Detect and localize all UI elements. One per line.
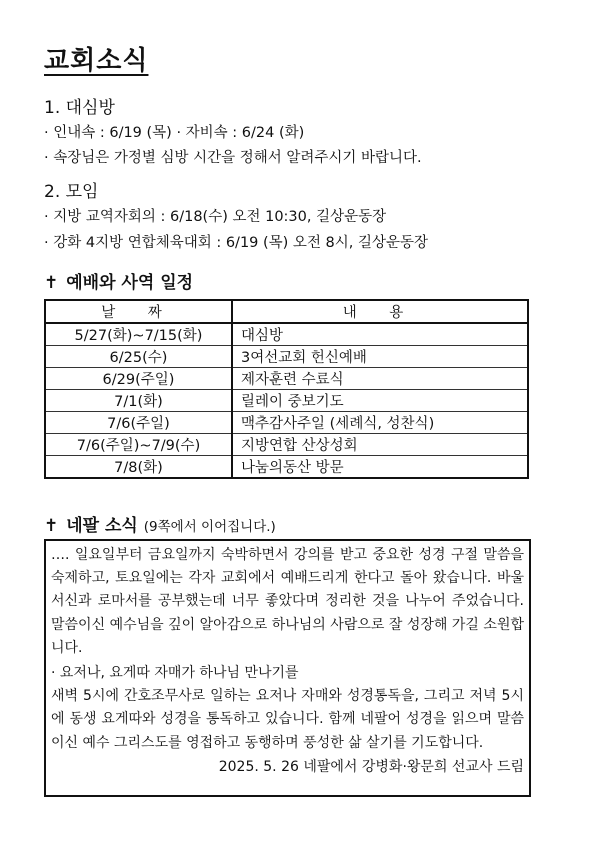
nepal-news-heading	[44, 511, 276, 536]
row-date: 7/6(주일)	[45, 412, 232, 434]
table-row	[45, 346, 528, 368]
row-content: 나눔의동산 방문	[232, 456, 528, 479]
news-paragraph-2: 새벽 5시에 간호조무사로 일하는 요저나 자매와 성경통독을, 그리고 저녁 5시에 동생 요게따와 성경을 통독하고 있습니다. 함께 네팔어 성경을 읽으며 말씀이신 예수 그리스도를 영접하고 동행하며 풍성한 삶 살기를 기도합니다.	[51, 688, 524, 751]
section-heading-visitation: 1. 대심방	[44, 98, 115, 118]
row-date: 7/1(화)	[45, 390, 232, 412]
row-date: 5/27(화)~7/15(화)	[45, 323, 232, 346]
news-paragraph-1: …. 일요일부터 금요일까지 숙박하면서 강의를 받고 중요한 성경 구절 말씀을 숙제하고, 토요일에는 각자 교회에서 예배드리게 한다고 돌아 왔습니다. 바울 서신과 로마서를 공부했는데 너무 좋았다며 정리한 것을 나누어 주었습니다. 말씀이신 예수님을 깊이 알아감으로 하나님의 사람으로 잘 성장해 가길 소원합니다.	[51, 547, 524, 656]
meeting-line-2: · 강화 4지방 연합체육대회 : 6/19 (목) 오전 8시, 길상운동장	[44, 235, 429, 251]
table-row	[45, 368, 528, 390]
column-header-date: 날 짜	[45, 300, 232, 323]
table-row	[45, 323, 528, 346]
meeting-line-1: · 지방 교역자회의 : 6/18(수) 오전 10:30, 길상운동장	[44, 209, 387, 225]
row-content: 지방연합 산상성회	[232, 434, 528, 456]
section-heading-meetings: 2. 모임	[44, 182, 99, 202]
schedule-heading	[44, 268, 193, 293]
continued-note: (9쪽에서 이어집니다.)	[143, 519, 276, 535]
row-date: 6/29(주일)	[45, 368, 232, 390]
row-date: 7/8(화)	[45, 456, 232, 479]
visitation-notice-line: · 속장님은 가정별 심방 시간을 정해서 알려주시기 바랍니다.	[44, 150, 422, 166]
news-subheading: · 요저나, 요게따 자매가 하나님 만나기를	[51, 665, 299, 682]
row-content: 3여선교회 헌신예배	[232, 346, 528, 368]
visitation-dates-line: · 인내속 : 6/19 (목) · 자비속 : 6/24 (화)	[44, 125, 305, 141]
page-title: 교회소식	[44, 46, 149, 76]
row-content: 릴레이 중보기도	[232, 390, 528, 412]
cross-icon: ✝	[44, 273, 59, 293]
row-content: 대심방	[232, 323, 528, 346]
cross-icon: ✝	[44, 516, 59, 536]
schedule-heading-text: 예배와 사역 일정	[66, 273, 194, 293]
nepal-news-heading-text: 네팔 소식	[66, 516, 138, 536]
table-row	[45, 390, 528, 412]
schedule-table	[44, 299, 529, 479]
table-row	[45, 412, 528, 434]
row-content: 맥추감사주일 (세례식, 성찬식)	[232, 412, 528, 434]
signature-line: 2025. 5. 26 네팔에서 강병화·왕문희 선교사 드림	[218, 758, 524, 775]
row-date: 7/6(주일)~7/9(수)	[45, 434, 232, 456]
row-date: 6/25(수)	[45, 346, 232, 368]
table-header-row	[45, 300, 528, 323]
row-content: 제자훈련 수료식	[232, 368, 528, 390]
table-row	[45, 434, 528, 456]
table-row	[45, 456, 528, 479]
nepal-news-box	[44, 539, 531, 797]
column-header-content: 내 용	[232, 300, 528, 323]
